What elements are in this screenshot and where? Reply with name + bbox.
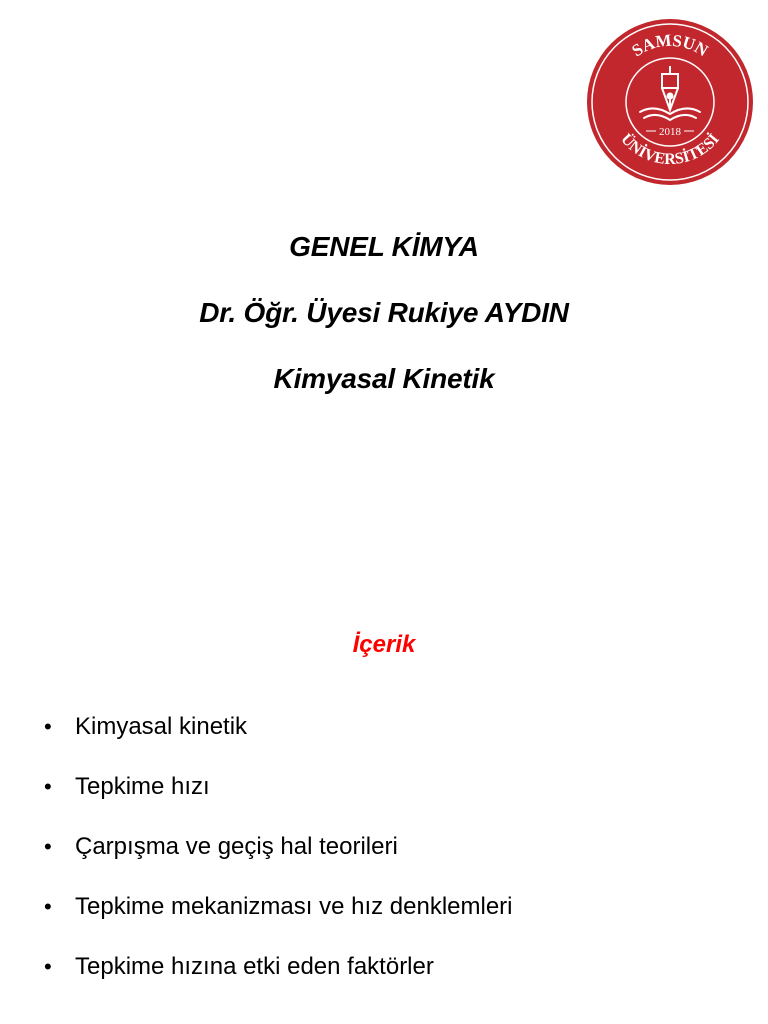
bullet-icon: • bbox=[44, 834, 52, 859]
list-item-text: Tepkime hızına etki eden faktörler bbox=[75, 953, 434, 980]
logo-bottom-text: ÜNİVERSİTESİ bbox=[617, 130, 723, 168]
university-logo bbox=[586, 18, 754, 186]
list-item bbox=[40, 772, 513, 802]
contents-heading: İçerik bbox=[352, 631, 416, 658]
svg-text:2018: 2018 bbox=[659, 126, 681, 138]
list-item bbox=[40, 952, 513, 982]
list-item-text: Tepkime hızı bbox=[75, 773, 210, 800]
title-block bbox=[0, 230, 768, 428]
logo-top-text: SAMSUN bbox=[628, 30, 712, 61]
instructor-name: Dr. Öğr. Üyesi Rukiye AYDIN bbox=[199, 297, 569, 328]
contents-list bbox=[40, 712, 513, 1012]
bullet-icon: • bbox=[44, 894, 52, 919]
bullet-icon: • bbox=[44, 954, 52, 979]
bullet-icon: • bbox=[44, 714, 52, 739]
list-item-text: Çarpışma ve geçiş hal teorileri bbox=[75, 833, 398, 860]
bullet-icon: • bbox=[44, 774, 52, 799]
course-title: GENEL KİMYA bbox=[289, 231, 479, 262]
list-item bbox=[40, 892, 513, 922]
list-item bbox=[40, 832, 513, 862]
university-seal bbox=[586, 18, 754, 186]
list-item-text: Kimyasal kinetik bbox=[75, 713, 248, 740]
list-item bbox=[40, 712, 513, 742]
list-item-text: Tepkime mekanizması ve hız denklemleri bbox=[75, 893, 513, 920]
topic-title: Kimyasal Kinetik bbox=[273, 363, 495, 394]
